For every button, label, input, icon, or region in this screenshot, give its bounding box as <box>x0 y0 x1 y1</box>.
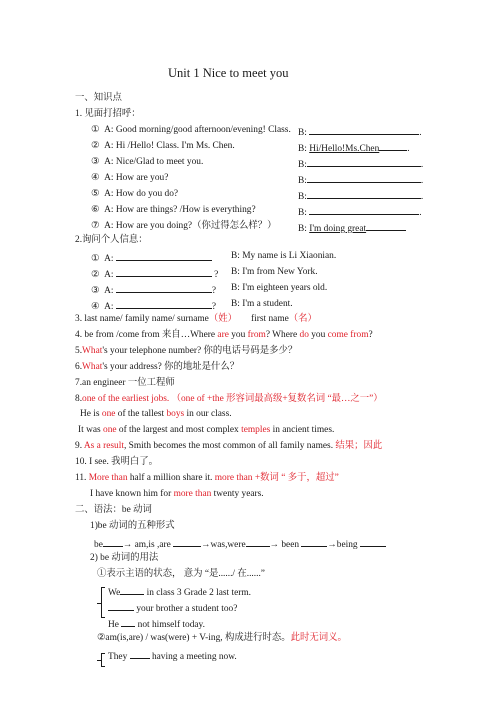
example-sentence <box>108 585 251 599</box>
greeting-a: A: Good morning/good afternoon/evening! Class. <box>104 125 291 135</box>
form-text: be <box>94 540 103 550</box>
form-text: → am,is ,are <box>122 540 171 550</box>
answer-blank[interactable] <box>309 205 419 215</box>
point-10-line: 10. I see. 我明白了。 <box>75 457 159 467</box>
text-segment: half a million share it. <box>127 473 215 483</box>
speaker-b: B: <box>298 224 307 234</box>
form-blank[interactable] <box>301 537 327 547</box>
text-segment: in our class. <box>184 409 232 419</box>
info-answer: B: I'm from New York. <box>231 267 318 277</box>
greeting-answer: B: . <box>298 157 423 171</box>
greeting-answer: B: . <box>298 205 422 219</box>
point-8-line <box>75 394 383 405</box>
text-segment: 9. <box>75 441 84 451</box>
point-5-line <box>75 346 297 357</box>
text-segment: 8. <box>75 394 83 404</box>
speaker-a: A: <box>104 286 114 296</box>
text-segment: ? <box>368 330 373 340</box>
speaker-a: A: <box>104 302 114 312</box>
form-blank[interactable] <box>360 537 386 547</box>
highlight: one <box>101 409 116 419</box>
fill-blank[interactable] <box>121 617 135 627</box>
gloss: 结果；因此 <box>335 441 383 451</box>
highlight: more than <box>173 489 212 499</box>
speaker-b: B: <box>298 160 307 170</box>
greeting-answer: B: . <box>298 189 423 203</box>
greeting-answer: B: . <box>298 125 422 139</box>
answer-blank[interactable] <box>309 125 419 135</box>
text-segment: you <box>228 330 248 340</box>
speaker-b: B: <box>298 192 307 202</box>
point-2-heading: 2.询问个人信息： <box>75 235 148 245</box>
item-number: ③ <box>91 157 100 167</box>
text-segment: 's your telephone number? 你的电话号码是多少？ <box>102 346 298 356</box>
info-answer: B: I'm a student. <box>231 299 293 309</box>
answer-blank[interactable] <box>307 173 421 183</box>
greeting-item <box>91 157 203 168</box>
greeting-a: A: Hi /Hello! Class. I'm Ms. Chen. <box>104 141 235 151</box>
greeting-item <box>91 141 235 152</box>
greeting-answer <box>298 221 406 235</box>
text-segment: He is <box>80 409 102 419</box>
question-mark: ? <box>211 302 216 312</box>
greeting-answer: B: Hi/Hello!Ms.Chen . <box>298 141 410 155</box>
item-number: ⑥ <box>91 205 100 215</box>
answer-filled: I'm doing great <box>309 224 367 234</box>
greeting-item <box>91 125 291 136</box>
greeting-a: A: How are you? <box>104 173 169 183</box>
greeting-a: A: How do you do? <box>104 189 179 199</box>
speaker-b: B: <box>298 128 307 138</box>
point-8-example-1 <box>80 409 232 420</box>
question-blank[interactable] <box>116 283 212 293</box>
text-segment: They <box>108 652 128 662</box>
highlight: More than <box>88 473 128 483</box>
speaker-b: B: <box>298 176 307 186</box>
text-segment: I have known him for <box>90 489 174 499</box>
speaker-b: B: <box>298 144 307 154</box>
highlight: come from <box>327 330 369 340</box>
text-segment: 4. be from /come from 来自…Where <box>75 330 218 340</box>
surname-text: 3. last name/ family name/ surname <box>75 314 209 324</box>
form-text: → been <box>269 540 300 550</box>
section-heading-grammar: 二、语法：be 动词 <box>75 505 152 515</box>
fill-blank[interactable] <box>120 585 144 595</box>
greeting-item <box>91 221 276 232</box>
fill-blank[interactable] <box>108 601 134 611</box>
text-segment: you <box>308 330 328 340</box>
point-8-example-2 <box>78 425 334 436</box>
greeting-item <box>91 173 168 184</box>
form-text: →was,were <box>201 540 246 550</box>
info-item <box>91 299 216 313</box>
greeting-a: A: How are things? /How is everything? <box>104 205 256 215</box>
item-number: ③ <box>91 286 100 296</box>
usage-2 <box>97 633 347 644</box>
highlight: do <box>299 330 309 340</box>
grammar-point-1: 1)be 动词的五种形式 <box>90 521 175 531</box>
fill-blank[interactable] <box>130 649 150 659</box>
question-mark: ? <box>211 286 216 296</box>
point-4-line <box>75 330 373 341</box>
form-blank[interactable] <box>103 537 123 547</box>
highlight: What <box>82 362 103 372</box>
item-number: ⑦ <box>91 221 100 231</box>
highlight: from <box>247 330 266 340</box>
text-segment: ? Where <box>265 330 300 340</box>
text-segment: He <box>108 620 119 630</box>
highlight: 此时无词义。 <box>290 633 347 643</box>
grammar-point-2: 2) be 动词的用法 <box>90 553 159 563</box>
text-segment: having a meeting now. <box>151 652 237 662</box>
question-blank[interactable] <box>116 251 212 261</box>
item-number: ⑤ <box>91 189 100 199</box>
info-item <box>91 251 212 265</box>
greeting-a: A: How are you doing?（你过得怎么样？） <box>104 221 277 231</box>
speaker-b: B: <box>298 208 307 218</box>
text-segment: ②am(is,are) / was(were) + V-ing, 构成进行时态。 <box>97 633 291 643</box>
item-number: ④ <box>91 173 100 183</box>
example-sentence <box>108 601 237 615</box>
item-number: ① <box>91 125 100 135</box>
greeting-a: A: Nice/Glad to meet you. <box>104 157 204 167</box>
form-blank[interactable] <box>173 537 201 547</box>
highlight: are <box>217 330 229 340</box>
question-mark: ? <box>214 270 219 280</box>
text-segment: in class 3 Grade 2 last term. <box>146 588 252 598</box>
example-sentence <box>108 617 205 631</box>
speaker-a: A: <box>104 254 114 264</box>
example-brace <box>101 653 102 667</box>
answer-filled: Hi/Hello!Ms.Chen <box>309 144 380 154</box>
text-segment: It was <box>78 425 103 435</box>
point-6-line <box>75 362 239 373</box>
example-sentence <box>108 649 237 663</box>
greeting-answer: B: . <box>298 173 423 187</box>
point-7-line: 7.an engineer 一位工程师 <box>75 378 175 388</box>
info-answer: B: I'm eighteen years old. <box>231 283 328 293</box>
item-number: ② <box>91 141 100 151</box>
speaker-a: A: <box>104 270 114 280</box>
section-heading-knowledge: 一、知识点 <box>75 93 122 103</box>
form-blank[interactable] <box>246 537 270 547</box>
info-item <box>91 267 218 281</box>
highlight: one <box>103 425 117 435</box>
text-segment: 5. <box>75 346 83 356</box>
greeting-item <box>91 205 256 216</box>
highlight: temples <box>241 425 271 435</box>
text-segment: of the tallest <box>115 409 167 419</box>
info-item <box>91 283 216 297</box>
grammar-note: （one of +the 形容词最高级+复数名词 “最…之一”） <box>169 394 383 404</box>
highlight: one of the earliest jobs. <box>82 394 170 404</box>
question-blank[interactable] <box>116 299 212 309</box>
highlight: boys <box>166 409 185 419</box>
item-number: ① <box>91 254 100 264</box>
text-segment: 11. <box>75 473 89 483</box>
first-name-gloss: （名） <box>288 314 317 324</box>
form-text: →being <box>327 540 358 550</box>
answer-blank[interactable] <box>379 141 407 151</box>
first-name-text: first name <box>251 314 289 324</box>
highlight: What <box>82 346 103 356</box>
point-11-example <box>90 489 264 500</box>
page-title: Unit 1 Nice to meet you <box>168 66 289 80</box>
text-segment: 's your address? 你的地址是什么？ <box>102 362 240 372</box>
grammar-note: more than +数词 “ 多于，超过” <box>214 473 339 483</box>
info-answer: B: My name is Li Xiaonian. <box>231 251 337 261</box>
text-segment: your brother a student too? <box>136 604 238 614</box>
text-segment: , Smith becomes the most common of all family names. <box>123 441 336 451</box>
point-11-line <box>75 473 339 484</box>
answer-blank[interactable] <box>307 157 421 167</box>
text-segment: 6. <box>75 362 83 372</box>
text-segment: not himself today. <box>137 620 205 630</box>
item-number: ④ <box>91 302 100 312</box>
question-blank[interactable] <box>116 267 212 277</box>
point-9-line <box>75 441 382 452</box>
usage-1: ①表示主语的状态， 意为 “是....../ 在......” <box>97 569 265 579</box>
example-brace <box>101 587 102 618</box>
answer-blank[interactable] <box>307 189 421 199</box>
point-3-line <box>75 314 317 325</box>
greeting-item <box>91 189 178 200</box>
item-number: ② <box>91 270 100 280</box>
point-1-heading: 1. 见面打招呼： <box>75 109 141 119</box>
highlight: As a result <box>83 441 124 451</box>
text-segment: We <box>108 588 121 598</box>
surname-gloss: （姓） <box>208 314 237 324</box>
be-forms-line <box>94 537 386 551</box>
text-segment: in ancient times. <box>270 425 335 435</box>
text-segment: twenty years. <box>211 489 264 499</box>
answer-blank[interactable] <box>366 221 406 231</box>
text-segment: of the largest and most complex <box>116 425 242 435</box>
